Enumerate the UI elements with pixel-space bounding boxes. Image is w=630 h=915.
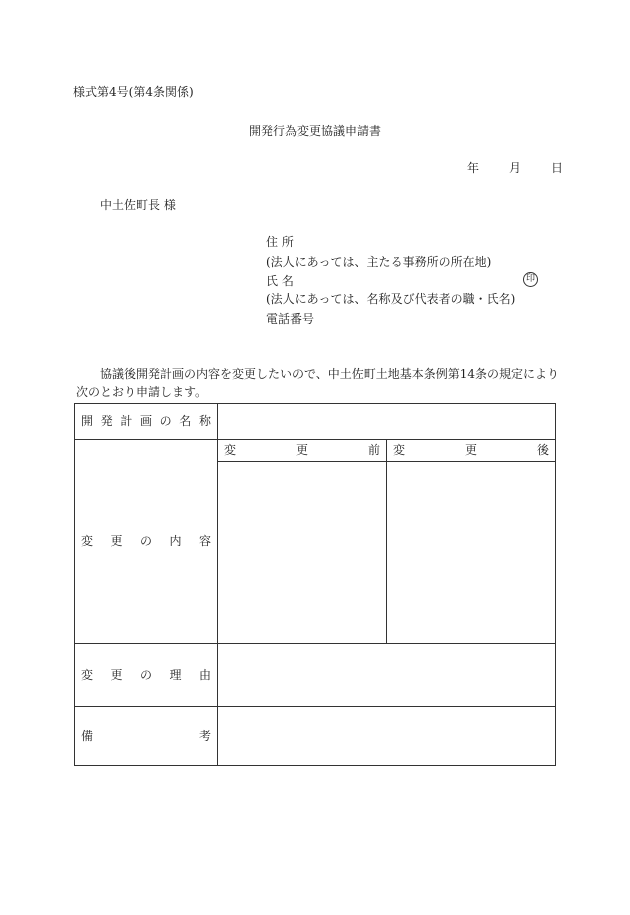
reason_label-char: 更 [110, 668, 123, 682]
table-rule [74, 439, 555, 440]
table-rule [74, 643, 555, 644]
representative-note: (法人にあっては、名称及び代表者の職・氏名) [266, 292, 516, 306]
table-border-top [74, 403, 555, 404]
change-reason-label [81, 669, 211, 681]
reason_label-char: 変 [81, 668, 94, 682]
date-year: 年 [467, 161, 480, 175]
reason_label-char: の [139, 668, 152, 682]
change_content_label-char: 内 [169, 534, 182, 548]
plan_name_label-char: 名 [179, 414, 192, 428]
remarks-label [81, 730, 211, 742]
change_content_label-char: 容 [198, 534, 211, 548]
table-border-right [555, 403, 556, 766]
change_content_label-char: 更 [110, 534, 123, 548]
plan_name_label-char: 計 [120, 414, 133, 428]
after_label-char: 更 [464, 443, 477, 457]
reason_label-char: 由 [198, 668, 211, 682]
before_label-char: 更 [295, 443, 308, 457]
table-column-divider [217, 403, 218, 766]
page-title: 開発行為変更協議申請書 [248, 124, 381, 138]
date-line [467, 162, 563, 174]
plan_name_label-char: 開 [81, 414, 94, 428]
address-label: 住 所 [266, 235, 294, 249]
change_content_label-char: の [139, 534, 152, 548]
change_content_label-char: 変 [81, 534, 94, 548]
change-content-label [81, 535, 211, 547]
plan_name_label-char: 称 [198, 414, 211, 428]
phone-label: 電話番号 [266, 312, 315, 326]
body-text-line-2: 次のとおり申請します。 [76, 385, 208, 399]
table-border-left [74, 403, 75, 766]
date-month: 月 [509, 161, 522, 175]
date-day: 日 [551, 161, 564, 175]
remarks_label-char: 備 [81, 729, 94, 743]
plan-name-label [81, 415, 211, 427]
form-number: 様式第4号(第4条関係) [73, 85, 194, 99]
after-change-header [393, 444, 549, 456]
addressee: 中土佐町長 様 [100, 198, 176, 212]
before_label-char: 前 [367, 443, 380, 457]
after_label-char: 変 [393, 443, 406, 457]
table-rule [74, 706, 555, 707]
plan_name_label-char: の [159, 414, 172, 428]
before_label-char: 変 [224, 443, 237, 457]
plan_name_label-char: 画 [139, 414, 152, 428]
body-text-line-1: 協議後開発計画の内容を変更したいので、中土佐町土地基本条例第14条の規定により [100, 367, 560, 381]
after_label-char: 後 [536, 443, 549, 457]
remarks_label-char: 考 [198, 729, 211, 743]
table-border-bottom [74, 765, 555, 766]
seal-mark: 印 [523, 272, 538, 287]
before-change-header [224, 444, 380, 456]
table-column-divider [386, 439, 387, 644]
name-label: 氏 名 [266, 274, 294, 288]
address-note: (法人にあっては、主たる事務所の所在地) [266, 255, 492, 269]
reason_label-char: 理 [169, 668, 182, 682]
plan_name_label-char: 発 [100, 414, 113, 428]
